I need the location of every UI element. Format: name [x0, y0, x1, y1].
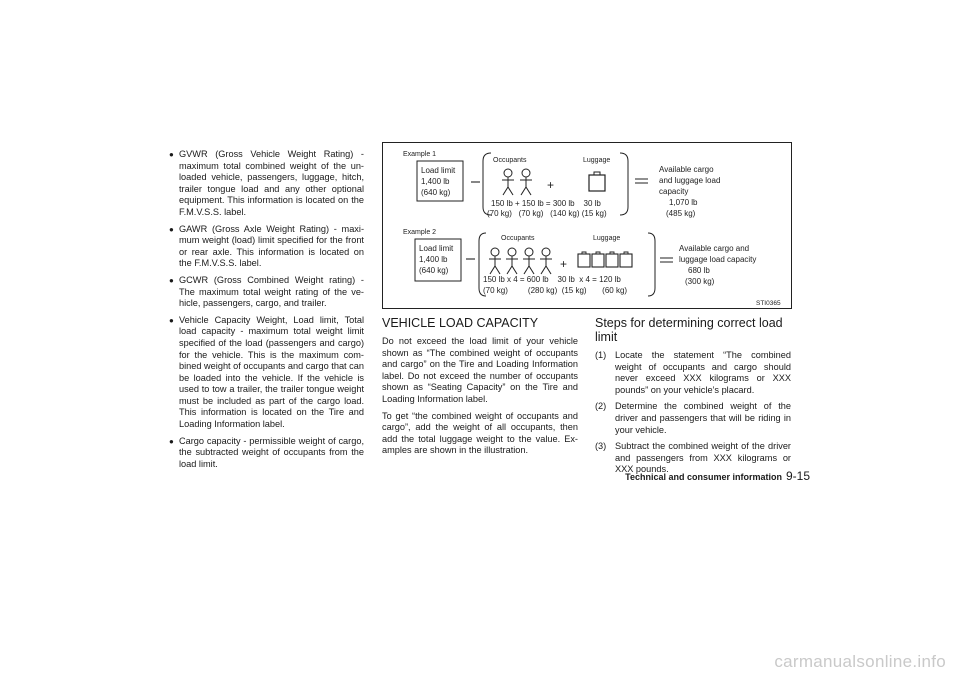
bullet-icon: ●: [169, 150, 174, 159]
step-item: [595, 350, 791, 396]
plus-icon: +: [547, 178, 555, 192]
person-icon: [540, 248, 552, 274]
load-limit-illustration: [382, 142, 792, 309]
bullet-icon: ●: [169, 275, 174, 285]
step-text: Locate the statement “The combined weight of occupants and cargo should never exceed XXX kilograms or XXX pounds” on your vehicle’s placard.: [615, 350, 791, 395]
example-1-result-line-4: 1,070 lb: [669, 198, 698, 207]
example-1-result-line-1: Available cargo: [659, 165, 714, 174]
example-1-calc-line-2: (70 kg) (70 kg) (140 kg) (15 kg): [487, 209, 607, 218]
right-bracket-icon: [648, 233, 655, 296]
example-1-result-line-2: and luggage load: [659, 176, 721, 185]
person-icon: [520, 169, 532, 195]
definition-gawr: ● GAWR (Gross Axle Weight Rating) - maxi-mum weight (load) limit specified for the front or rear axle. This information is located on the F.M.V.S.S. label.: [169, 223, 364, 269]
example-1-label: Example 1: [403, 151, 437, 158]
example-2-box-line-2: 1,400 lb: [419, 255, 448, 264]
bullet-icon: ●: [169, 436, 174, 446]
step-text: Subtract the combined weight of the driver and passengers from XXX kilograms or XXX pounds.: [615, 441, 791, 475]
person-icon: [489, 248, 501, 274]
right-bracket-icon: [620, 153, 628, 215]
example-2-calc-line-2: (70 kg) (280 kg) (15 kg) (60 kg): [483, 286, 628, 295]
vehicle-load-capacity-section: [382, 316, 578, 462]
person-icon: [523, 248, 535, 274]
page-footer: [625, 469, 810, 483]
person-icon: [502, 169, 514, 195]
example-1-result-line-3: capacity: [659, 187, 689, 196]
definition-vehicle-capacity: ● Vehicle Capacity Weight, Load limit, Total load capacity - maximum total weight limit specified of the load (passengers and cargo) for the vehicle. This is the maximum com-bined weight of occupants and cargo that can be loaded into the vehicle. If the vehicle is used to tow a trailer, the trailer tongue weight must be included as part of the cargo load. This information is located on the Tire and Loading Information label.: [169, 314, 364, 430]
vehicle-load-capacity-paragraph-2: To get “the combined weight of occupants and cargo”, add the weight of all occupants, then add the total luggage weight to the value. Ex-amples are shown in the illustration.: [382, 410, 578, 456]
example-2-label: Example 2: [403, 229, 437, 236]
watermark: carmanualsonline.info: [774, 652, 946, 671]
person-icon: [506, 248, 518, 274]
left-bracket-icon: [483, 153, 491, 215]
example-1-occupants-label: Occupants: [493, 157, 527, 164]
definition-gvwr: ● GVWR (Gross Vehicle Weight Rating) - maximum total combined weight of the un-loaded vehicle, passengers, luggage, hitch, trailer tongue load and any other optional equipment. This information is located on the F.M.V.S.S. label.: [169, 149, 364, 217]
steps-section: [595, 316, 791, 481]
example-1-box-line-3: (640 kg): [421, 188, 451, 197]
step-number: (2): [595, 401, 607, 412]
example-2-calc-line-1: 150 lb x 4 = 600 lb 30 lb x 4 = 120 lb: [483, 275, 621, 284]
example-2-result-line-1: Available cargo and: [679, 244, 750, 253]
plus-icon: +: [560, 257, 568, 271]
example-2-result-line-3: 680 lb: [688, 266, 710, 275]
luggage-icon: [578, 252, 590, 267]
step-number: (1): [595, 350, 607, 360]
illustration-svg: [383, 143, 793, 310]
footer-section-title: Technical and consumer information: [625, 472, 782, 482]
example-2-result-line-4: (300 kg): [685, 277, 715, 286]
luggage-icon: [620, 252, 632, 267]
example-1-calc-line-1: 150 lb + 150 lb = 300 lb 30 lb: [491, 199, 601, 208]
luggage-icon: [592, 252, 604, 267]
bullet-icon: ●: [169, 224, 174, 234]
luggage-icon: [589, 172, 605, 191]
example-1-box-line-1: Load limit: [421, 166, 456, 175]
vehicle-load-capacity-heading: VEHICLE LOAD CAPACITY: [382, 316, 539, 330]
example-2-luggage-label: Luggage: [593, 235, 621, 242]
example-1-result-line-5: (485 kg): [666, 209, 696, 218]
example-1-luggage-label: Luggage: [583, 157, 611, 164]
example-2-occupants-label: Occupants: [501, 235, 535, 242]
example-2-box-line-1: Load limit: [419, 244, 454, 253]
definition-gcwr: ● GCWR (Gross Combined Weight rating) - The maximum total weight rating of the ve-hicle, passengers, cargo, and trailer.: [169, 274, 364, 309]
definitions-list: [169, 149, 364, 475]
steps-heading: Steps for determining correct load limit: [595, 316, 783, 344]
vehicle-load-capacity-paragraph-1: Do not exceed the load limit of your vehicle shown as “The combined weight of occupants and cargo” on the Tire and Loading Information label. Do not exceed the number of occupants shown as “Seating Capacity” on the Tire and Loading Information label.: [382, 336, 578, 404]
step-text: Determine the combined weight of the driver and passengers that will be riding in your vehicle.: [615, 401, 791, 435]
example-2-box-line-3: (640 kg): [419, 266, 449, 275]
example-1-box-line-2: 1,400 lb: [421, 177, 450, 186]
step-number: (3): [595, 441, 607, 452]
figure-id: STI0365: [756, 300, 781, 307]
example-2-result-line-2: luggage load capacity: [679, 255, 757, 264]
step-item: [595, 401, 791, 436]
luggage-icon: [606, 252, 618, 267]
page-number: 9-15: [785, 469, 810, 483]
bullet-icon: ●: [169, 315, 174, 325]
definition-cargo-capacity: ● Cargo capacity - permissible weight of cargo, the subtracted weight of occupants from the load limit.: [169, 435, 364, 469]
